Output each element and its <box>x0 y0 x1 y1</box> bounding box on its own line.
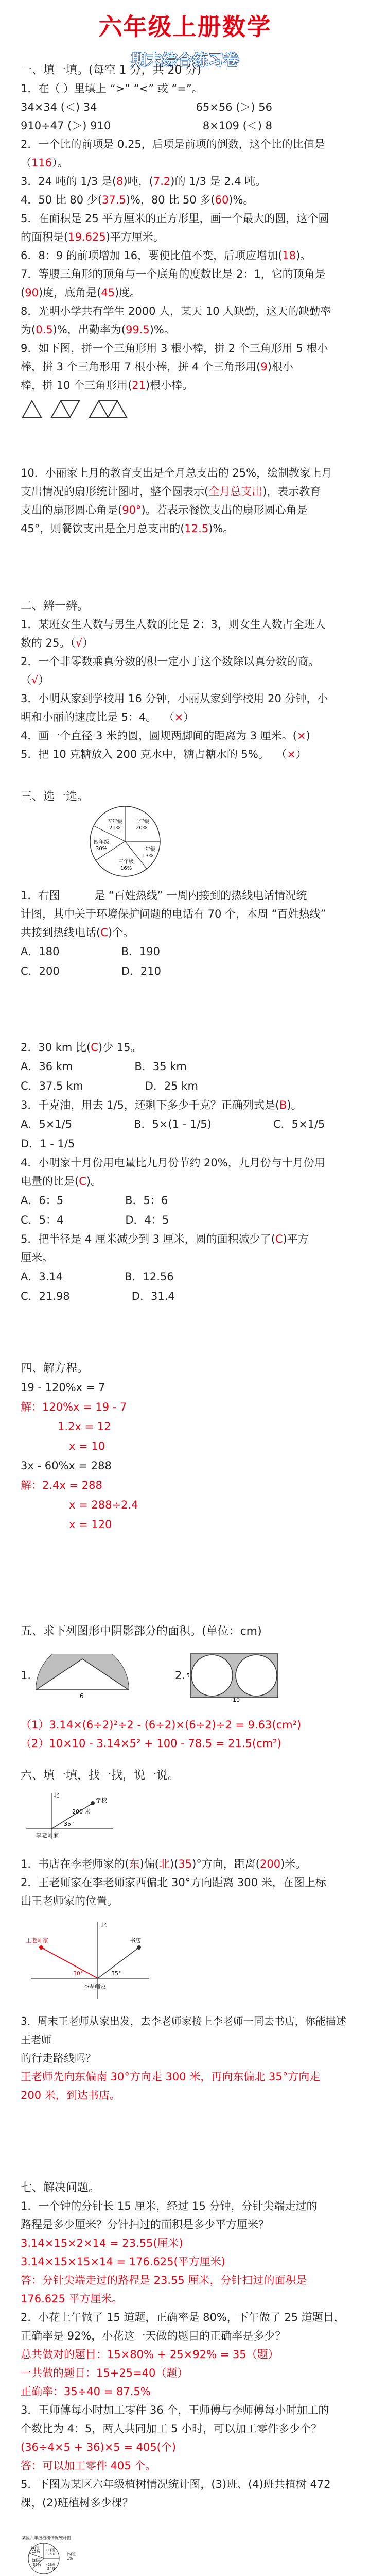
question-line <box>21 1154 349 1172</box>
section-direction <box>21 1767 349 1785</box>
question-text: 正确率是 92%，小花这一天做的题目的正确率是多少？ <box>21 2330 286 2342</box>
answer-line: 王老师先向东偏南 30°方向走 300 米，再向东偏北 35°方向走 <box>21 2071 321 2083</box>
question-line <box>21 886 349 905</box>
answer: C <box>100 926 108 939</box>
dimension-label: 6 <box>80 1692 84 1700</box>
answer: 8 <box>116 175 124 188</box>
equation-step: 解：2.4x = 288 <box>21 1479 102 1492</box>
question-10-block <box>21 464 349 538</box>
question-2 <box>21 135 349 172</box>
pie-label: (4)班 <box>31 2546 40 2550</box>
option: C．21.98 <box>21 1290 70 1302</box>
question-text: )%，80 比 50 多( <box>126 194 215 206</box>
question-text: 棵，(2)班植树多少棵？ <box>21 2497 133 2509</box>
question-8 <box>21 302 349 320</box>
question-9-cont2 <box>21 376 349 395</box>
question-text: 1．右图 是 “百姓热线” 一周内接到的热线电话情况统 <box>21 889 307 902</box>
question-text: )平方厘米。 <box>105 231 164 243</box>
answer: × <box>174 711 184 723</box>
options-row <box>21 1114 349 1134</box>
tf-2-cont <box>21 671 349 689</box>
section-heading: 二、辨一辨。 <box>21 600 89 613</box>
answer: 9 <box>260 361 268 373</box>
map-label: 李老师家 <box>83 1984 106 1990</box>
question-7 <box>21 265 349 283</box>
option: D．31.4 <box>131 1290 175 1302</box>
question-text: 棒，拼 3 个三角形用 7 根小棒，拼 4 个三角形用( <box>21 361 261 373</box>
options-row <box>21 1191 349 1210</box>
question-3 <box>21 172 349 191</box>
option: D．25 km <box>145 1080 198 1092</box>
pie-label: 三年级 <box>118 859 134 865</box>
tf-4 <box>21 726 349 745</box>
question-text: 棒，拼 10 个三角形用( <box>21 379 132 392</box>
bookstore-point <box>137 1945 141 1950</box>
pie-percent: 21% <box>109 825 121 831</box>
pie-label: 一年级 <box>140 847 155 853</box>
question-text: 共接到热线电话( <box>21 926 101 939</box>
option: A．5×1/5 <box>21 1118 73 1130</box>
answer: C <box>91 1041 98 1054</box>
question-text: 明和小丽的速度比是 5：4。 （ <box>21 711 174 723</box>
question-text: 1．书店在李老师家的( <box>21 1858 129 1870</box>
answer: 200 <box>259 1858 281 1870</box>
pie-label: (2)班 <box>46 2563 55 2567</box>
question-text: 3．小明从家到学校用 16 分钟，小丽从家到学校用 20 分钟，小 <box>21 692 328 705</box>
question-text: 1．在（ ）里填上 “>” “<” 或 “=”。 <box>21 82 203 95</box>
answer: 99.5 <box>125 324 150 336</box>
answer: 35 <box>178 1858 192 1870</box>
answer: 116 <box>31 157 52 169</box>
question-text: )%。 <box>149 324 175 336</box>
question-text: )个。 <box>108 926 134 939</box>
answer: 60 <box>215 194 229 206</box>
question-text: 5．下图为某区六年级植树情况统计图，(3)班、(4)班共植树 472 <box>21 2478 331 2490</box>
answer: 21 <box>132 379 146 392</box>
answer: √ <box>75 637 83 649</box>
solution-line: 正确率：35÷40 = 87.5% <box>21 2385 151 2398</box>
options-row <box>21 1057 349 1076</box>
question-line <box>21 1248 349 1267</box>
option: A．6：5 <box>21 1194 64 1207</box>
question-text: )( <box>169 1858 179 1870</box>
options-row <box>21 1286 349 1306</box>
direction-questions <box>21 1855 349 1910</box>
question-text: 3．周末王老师从家出发，去李老师家接上李老师一同去书店，你能描述王老师 <box>21 2015 346 2046</box>
question-text: 3．千克油，用去 1/5，还剩下多少千克？正确列式是( <box>21 1099 280 1111</box>
question-line <box>21 2308 349 2327</box>
question-text: )%。 <box>228 194 254 206</box>
question-line <box>21 2475 349 2494</box>
section-word-problems <box>21 2179 349 2512</box>
question-text: )度。 <box>115 286 141 299</box>
question-text: （ <box>21 674 31 686</box>
right-circle <box>236 1655 277 1696</box>
answer: C <box>275 1233 283 1245</box>
left-circle <box>191 1655 233 1696</box>
tf-3-cont <box>21 708 349 726</box>
compare-cell: 910÷47 (＞) 910 <box>21 120 111 132</box>
option: B．35 km <box>134 1060 187 1073</box>
question-text: ）。 <box>52 157 68 169</box>
question-5 <box>21 209 349 228</box>
question-text: 5．把半径是 4 厘米减少到 3 厘米，圆的面积减少了( <box>21 1233 275 1245</box>
question-line <box>21 1855 349 1873</box>
section-heading: 七、解决问题。 <box>21 2181 100 2194</box>
north-label: 北 <box>101 1922 107 1928</box>
question-7-cont <box>21 283 349 302</box>
question-text: 1．一个钟的分针长 15 厘米，经过 15 分钟，分针尖端走过的 <box>21 2200 318 2212</box>
dimension-label: 10 <box>233 1697 240 1702</box>
option: D．4：5 <box>125 1214 169 1226</box>
answer-line: 答：可以加工零件 405 个。 <box>21 2460 156 2472</box>
equation: 19 - 120%x = 7 <box>21 1381 105 1394</box>
compare-row-1 <box>21 98 349 116</box>
main-title: 六年级上册数学 <box>98 13 272 41</box>
question-line <box>21 2327 349 2345</box>
north-label: 北 <box>54 1792 59 1799</box>
question-9-cont <box>21 358 349 376</box>
question-text: 7．等腰三角形的顶角与一个底角的度数比是 2：1，它的顶角是 <box>21 268 326 280</box>
section-fill-in <box>21 62 349 421</box>
question-10-cont3 <box>21 519 349 538</box>
question-line <box>21 2049 349 2067</box>
question-4 <box>21 191 349 209</box>
compare-cell: 65×56 (＞) 56 <box>196 101 272 113</box>
pie-percent: 15% <box>32 2550 40 2554</box>
answer-line: 答：分针尖端走过的路程是 23.55 厘米，分针扫过的面积是 <box>21 2274 307 2286</box>
question-text: 个数比为 4：5，两人共同加工 5 小时，可以加工零件多少个？ <box>21 2422 322 2435</box>
answer: 37.5 <box>102 194 126 206</box>
tf-1 <box>21 615 349 634</box>
question-text: )吨，( <box>123 175 153 188</box>
pie-label: 五年级 <box>107 819 122 825</box>
option: A．180 <box>21 945 60 958</box>
question-text: 支出情况的扇形统计图时，整个圆表示( <box>21 485 209 498</box>
answer: × <box>296 730 306 742</box>
question-line <box>21 1096 349 1114</box>
pie-percent: 13% <box>142 853 154 859</box>
direction-map-1 <box>21 1788 124 1844</box>
answer: × <box>287 748 296 760</box>
section-heading: 三、选一选。 <box>21 790 89 803</box>
question-text: 2．一个非零数乘真分数的积一定小于这个数除以真分数的商。 <box>21 655 320 668</box>
question-6 <box>21 246 349 265</box>
angle-label: 35° <box>111 1970 121 1977</box>
option: D．210 <box>121 965 162 977</box>
options-row <box>21 1076 349 1096</box>
answer: 90° <box>122 504 142 516</box>
question-line <box>21 1230 349 1248</box>
map-label: 王老师家 <box>26 1937 48 1944</box>
equation-step: x = 288÷2.4 <box>69 1499 138 1511</box>
question-text: )%，出勤率为( <box>52 324 126 336</box>
solution-line: 3.14×15×15×14 = 176.625(平方厘米) <box>21 2256 225 2268</box>
answer: 东 <box>129 1858 140 1870</box>
option: B．5：6 <box>125 1194 168 1207</box>
options-row <box>21 1267 349 1286</box>
question-line <box>21 905 349 923</box>
angle-label: 30° <box>73 1970 83 1977</box>
question-text: )根小棒。 <box>146 379 193 392</box>
answer: 18 <box>282 249 296 262</box>
question-8-cont <box>21 320 349 339</box>
option: A．3.14 <box>21 1270 63 1283</box>
answer-line: 176.625 平方厘米。 <box>21 2293 123 2305</box>
question-line <box>21 1172 349 1191</box>
question-text: 计图，其中关于环境保护问题的电话有 70 个，本周 “百姓热线” <box>21 908 326 920</box>
question-text: )。 <box>287 1099 302 1111</box>
dimension-label: 5 <box>186 1672 190 1679</box>
sub-title: 期末综合练习卷 <box>131 52 239 70</box>
route-ray <box>41 1947 98 1978</box>
pie-label: (5)班 <box>67 2552 76 2556</box>
question-text: 的行走路线吗？ <box>21 2052 96 2064</box>
question-5-cont <box>21 228 349 246</box>
equation-step: x = 10 <box>69 1440 105 1452</box>
question-text: 4．50 比 80 少( <box>21 194 102 206</box>
shaded-area-answers <box>21 1716 349 1753</box>
map-label: 学校 <box>96 1797 107 1804</box>
triangle-3a <box>90 401 108 417</box>
answer-line: （2）10×10 - 3.14×5² + 100 - 78.5 = 21.5(cm²) <box>21 1737 281 1750</box>
section-heading: 六、填一填，找一找，说一说。 <box>21 1769 180 1782</box>
direction-map-2 <box>21 1917 154 2004</box>
section-multiple-choice <box>21 788 349 806</box>
option: C．5×1/5 <box>273 1118 325 1130</box>
map-label: 书店 <box>130 1937 141 1944</box>
answer: 90 <box>25 286 39 299</box>
question-text: )。若表示餐饮支出的扇形圆心角是 <box>141 504 308 516</box>
question-10-cont2 <box>21 501 349 519</box>
question-text: 1．某班女生人数与男生人数的比是 2：3，则女生人数占全班人 <box>21 618 326 631</box>
question-line <box>21 2401 349 2419</box>
question-text: )根小 <box>267 361 293 373</box>
options-row <box>21 961 349 981</box>
equation-step: 解：120%x = 19 - 7 <box>21 1401 127 1413</box>
mc-question-1 <box>21 886 349 981</box>
option: C．200 <box>21 965 60 977</box>
hotline-pie-chart <box>86 803 164 880</box>
question-text: 8．光明小学共有学生 2000 人，某天 10 人缺勤，这天的缺勤率 <box>21 305 331 317</box>
tf-2 <box>21 652 349 671</box>
pie-label: 四年级 <box>94 840 109 845</box>
question-text: 4．小明家十月份用电量比九月份节约 20%，九月份与十月份用 <box>21 1157 325 1169</box>
question-text: 数的 25。（ <box>21 637 76 649</box>
question-text: )米。 <box>280 1858 307 1870</box>
question-text: ） <box>183 711 195 723</box>
triangle-1 <box>23 401 41 417</box>
pie-percent: 30% <box>96 846 108 852</box>
option: C．5：4 <box>21 1214 64 1226</box>
triangle-2a <box>51 401 70 417</box>
options-row <box>21 1134 349 1154</box>
mc-question-2 <box>21 1038 349 1306</box>
pie-percent: 35% <box>33 2563 41 2567</box>
pie-percent: 20% <box>136 825 148 831</box>
question-1 <box>21 79 349 98</box>
tf-3 <box>21 689 349 708</box>
solution-line: 总共做对的题目：15×80% + 25×92% = 35（题） <box>21 2348 279 2361</box>
question-text: 支出的扇形圆心角是( <box>21 504 122 516</box>
question-line <box>21 1892 349 1910</box>
options-row <box>21 1210 349 1230</box>
question-10-cont <box>21 482 349 501</box>
solution-line: (36÷4×5 + 36)×5 = 405(个) <box>21 2441 177 2453</box>
options-row <box>21 942 349 961</box>
triangle-2b <box>61 401 79 417</box>
question-text: )。 <box>86 1175 102 1188</box>
equation: 3x - 60%x = 288 <box>21 1460 112 1472</box>
triangle-sticks-figure <box>21 397 139 419</box>
question-text: )%。 <box>208 522 234 535</box>
question-text: 45°，则餐饮支出是全月总支出的( <box>21 522 185 535</box>
section-heading: 四、解方程。 <box>21 1362 89 1375</box>
compare-row-2 <box>21 116 349 135</box>
section-true-false <box>21 598 349 764</box>
compare-cell: 8×109 (＜) 8 <box>202 120 272 132</box>
question-text: 9．如下图，拼一个三角形用 3 根小棒，拼 2 个三角形用 5 根小 <box>21 342 328 354</box>
answer: B <box>279 1099 287 1111</box>
pie-percent: 16% <box>120 866 132 871</box>
destination-point <box>91 1801 95 1805</box>
question-text: 的面积是( <box>21 231 68 243</box>
question-line <box>21 2012 349 2049</box>
question-text: 出王老师家的位置。 <box>21 1895 118 1907</box>
figure-label: 1. <box>21 1669 31 1682</box>
pie-percent: 24% <box>47 2567 56 2571</box>
question-text: 为( <box>21 324 36 336</box>
question-text: 路程是多少厘米？分针扫过的面积是多少平方厘米？ <box>21 2218 269 2231</box>
question-line <box>21 2419 349 2438</box>
answer: √ <box>31 674 39 686</box>
section-shaded-area <box>21 1623 349 1640</box>
option: B．190 <box>121 945 160 958</box>
question-text: ） <box>295 748 307 760</box>
solution-line: 3.14×15×2×14 = 23.55(厘米) <box>21 2237 183 2249</box>
question-text: 2．王老师家在李老师家西偏北 30°方向距离 300 米，在图上标 <box>21 1876 326 1889</box>
question-text: )。 <box>296 249 311 262</box>
tree-planting-pie-chart <box>21 2535 113 2576</box>
solution-line: 一共做的题目：15+25=40（题） <box>21 2367 188 2379</box>
question-text: )度，底角是( <box>38 286 101 299</box>
question-text: )，表示教育 <box>262 485 321 498</box>
distance-label: 200 米 <box>72 1808 91 1815</box>
question-line <box>21 2215 349 2234</box>
question-text: ） <box>38 674 49 686</box>
answer-line: 200 米，到达书店。 <box>21 2089 120 2102</box>
question-text: 5．把 10 克糖放入 200 克水中，糖占糖水的 5%。 （ <box>21 748 287 760</box>
map-label: 李老师家 <box>36 1832 59 1839</box>
title-area <box>21 0 349 70</box>
answer: 19.625 <box>68 231 106 243</box>
option: B．5×(1 - 1/5) <box>134 1118 212 1130</box>
question-text: 2．小花上午做了 15 道题，正确率是 80%，下午做了 25 道题目， <box>21 2311 345 2324</box>
angle-label: 35° <box>64 1821 74 1827</box>
pie-label: (1)班 <box>46 2548 55 2552</box>
answer: 0.5 <box>36 324 53 336</box>
pie-percent: 25% <box>47 2552 56 2556</box>
answer: 全月总支出 <box>208 485 263 498</box>
pie-label: (3)班 <box>32 2558 41 2563</box>
option: C．37.5 km <box>21 1080 83 1092</box>
option: A．36 km <box>21 1060 73 1073</box>
question-line <box>21 1873 349 1892</box>
question-text: 3．王师傅每小时加工零件 36 个，王师傅与李师傅每小时加工的 <box>21 2404 329 2416</box>
answer: C <box>79 1175 86 1188</box>
question-text: 10．小丽家上月的教育支出是全月总支出的 25%，绘制教家上月 <box>21 467 332 479</box>
pie-percent: 1% <box>67 2556 73 2561</box>
option: D．1 - 1/5 <box>21 1138 75 1150</box>
answer: 45 <box>101 286 115 299</box>
question-text: 电量的比是( <box>21 1175 79 1188</box>
answer: 7.2 <box>153 175 171 188</box>
teacher-wang-home-point <box>39 1945 43 1950</box>
question-text: ) <box>306 730 310 742</box>
question-text: 3．24 吨的 1/3 是( <box>21 175 117 188</box>
figure-label: 2. <box>175 1669 186 1682</box>
question-text: )偏( <box>139 1858 159 1870</box>
answer-line: （1）3.14×(6÷2)²÷2 - (6÷2)×(6÷2)÷2 = 9.63(cm²) <box>21 1719 302 1731</box>
triangle-group <box>23 401 127 417</box>
question-line <box>21 1038 349 1057</box>
question-line <box>21 923 349 942</box>
question-text: ） <box>82 637 94 649</box>
question-text: )少 15。 <box>98 1041 142 1054</box>
question-text: ( <box>21 286 25 299</box>
semicircle-figure <box>31 1654 134 1700</box>
route-question <box>21 2012 349 2105</box>
section-heading: 五、求下列图形中阴影部分的面积。(单位：cm) <box>21 1625 262 1638</box>
answer: 北 <box>158 1858 170 1870</box>
question-9 <box>21 339 349 358</box>
question-line <box>21 2197 349 2215</box>
question-10 <box>21 464 349 482</box>
compare-cell: 34×34 (＜) 34 <box>21 101 97 113</box>
tf-5 <box>21 745 349 764</box>
question-text: )平方 <box>283 1233 309 1245</box>
question-text: 2．30 km 比( <box>21 1041 91 1054</box>
shaded-figures <box>21 1649 350 1705</box>
question-text: 厘米。 <box>21 1251 53 1264</box>
tf-1-cont <box>21 634 349 652</box>
answer: 12.5 <box>184 522 209 535</box>
question-line <box>21 2494 349 2512</box>
pie-label: 二年级 <box>134 819 149 825</box>
equation-step: 1.2x = 12 <box>58 1420 111 1433</box>
question-text: 2．一个比的前项是 0.25，后项是前项的倒数，这个比的比值是（ <box>21 138 325 169</box>
question-text: )°方向，距离( <box>192 1858 260 1870</box>
question-text: 4．画一个直径 3 米的圆，圆规两脚间的距离为 3 厘米。( <box>21 730 297 742</box>
equation-step: x = 120 <box>69 1518 112 1531</box>
square-circle-figure <box>185 1651 283 1702</box>
section-equations <box>21 1360 349 1534</box>
option: B．12.56 <box>125 1270 174 1283</box>
chart-title: 某区六年级植树情况统计图 <box>22 2536 71 2540</box>
question-text: 5．在面积是 25 平方厘米的正方形里，画一个最大的圆，这个圆 <box>21 212 329 225</box>
section-heading: 一、填一填。(每空 1 分，共 20 分) <box>21 64 202 77</box>
question-text: 6．8：9 的前项增加 16，要使比值不变，后项应增加( <box>21 249 283 262</box>
question-text: )的 1/3 是 2.4 吨。 <box>170 175 267 188</box>
